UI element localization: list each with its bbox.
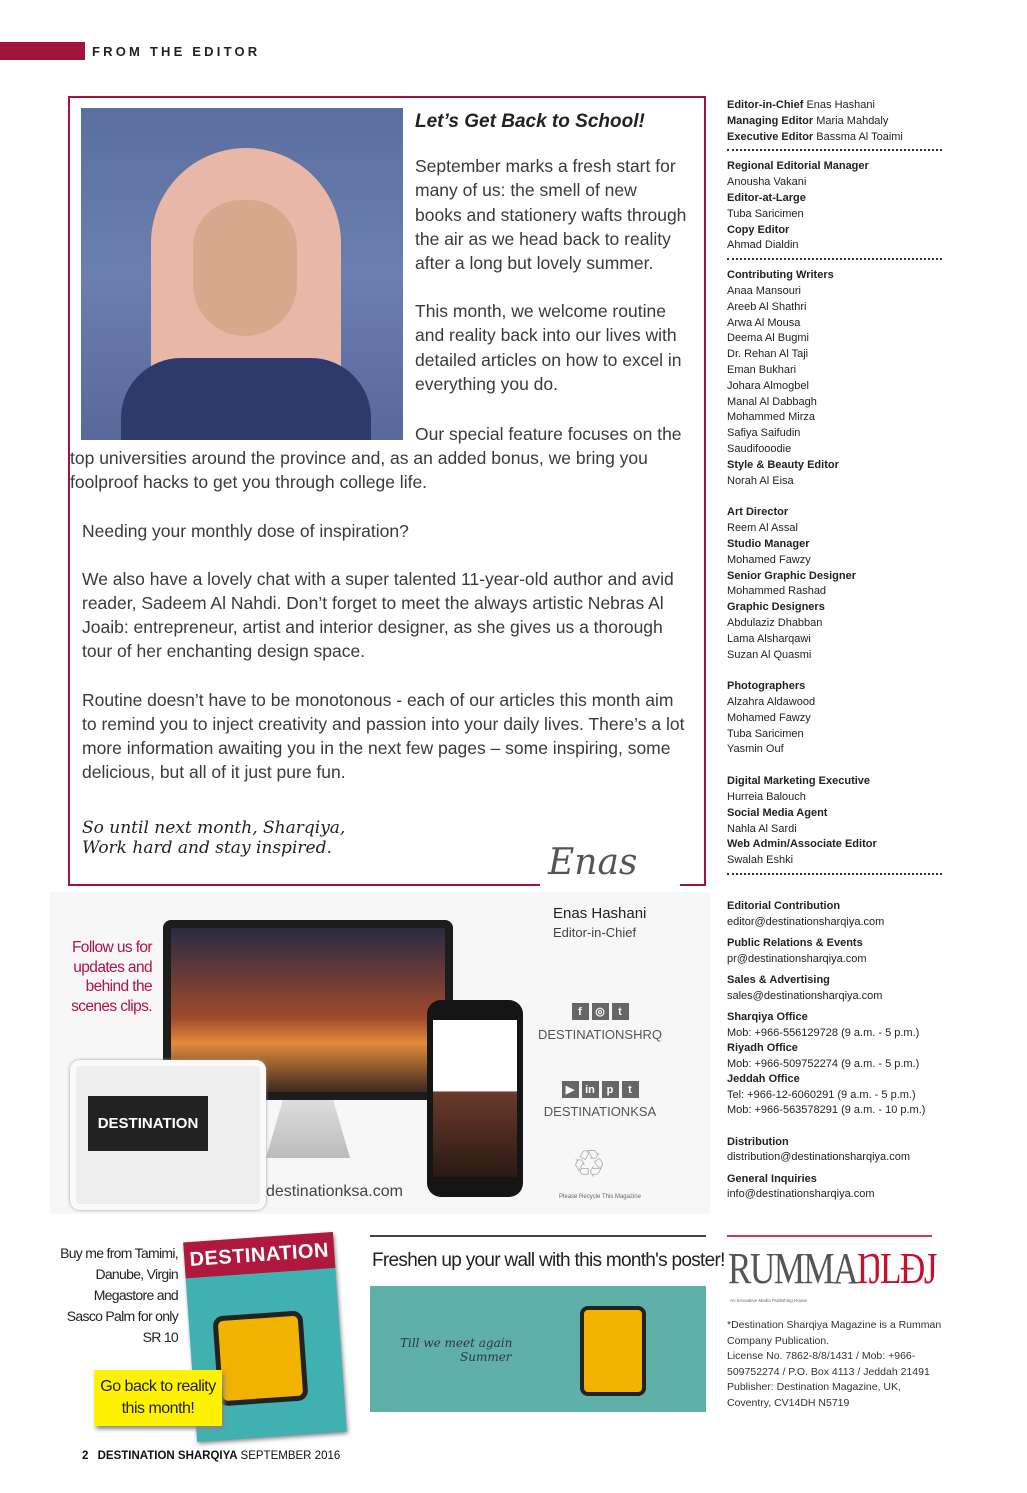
social-handle-ksa: DESTINATIONKSA: [543, 1104, 657, 1119]
contact-block: [727, 936, 942, 967]
role-title: Executive Editor: [727, 130, 814, 143]
spacer: [727, 758, 942, 774]
role-names: Ahmad Dialdin: [727, 239, 799, 252]
contact-block: [727, 1010, 942, 1041]
role-title: Studio Manager: [727, 537, 810, 550]
section-color-bar: [0, 42, 85, 60]
contact-lines: editor@destinationsharqiya.com: [727, 915, 885, 928]
contact-title: Distribution: [727, 1135, 789, 1148]
role-title: Photographers: [727, 680, 806, 693]
divider: [727, 1235, 932, 1237]
role-title: Contributing Writers: [727, 269, 834, 282]
role-title: Copy Editor: [727, 223, 790, 236]
contact-block: [727, 899, 942, 930]
contact-title: Sharqiya Office: [727, 1011, 808, 1023]
contact-lines: Tel: +966-12-6060291 (9 a.m. - 5 p.m.) Mob: +966-563578291 (9 a.m. - 10 p.m.): [727, 1088, 926, 1116]
closing-note: [82, 818, 345, 858]
contact-lines: pr@destinationsharqiya.com: [727, 952, 867, 965]
logo-tagline: An Innovative Media Publishing House: [730, 1298, 808, 1303]
contact-lines: Mob: +966-556129728 (9 a.m. - 5 p.m.): [727, 1026, 920, 1039]
masthead-row: [727, 98, 942, 114]
role-names: Alzahra Aldawood Mohamed Fawzy Tuba Saricimen Yasmin Ouf: [727, 696, 816, 756]
editor-photo: [81, 108, 403, 440]
recycle-text: Please Recycle This Magazine: [559, 1194, 641, 1200]
poster-title: Freshen up your wall with this month's poster!: [372, 1250, 725, 1271]
role-names: Anousha Vakani: [727, 176, 807, 189]
contact-block: [727, 1172, 942, 1203]
tablet-logo: DESTINATION: [88, 1096, 208, 1151]
role-title: Digital Marketing Executive: [727, 775, 871, 788]
role-name: Enas Hashani: [806, 99, 875, 111]
section-heading: FROM THE EDITOR: [92, 44, 261, 59]
publisher-info: [727, 1318, 942, 1411]
contact-title: General Inquiries: [727, 1172, 817, 1185]
letter-paragraph: We also have a lovely chat with a super talented 11-year-old author and avid reader, Sadeem Al Nahdi. Don’t forget to meet the always artistic Nebras Al Joaib: entrepreneur, artist and interior designer, as she gives us a thorough tour of her enchanting design space.: [82, 568, 674, 662]
poster-image: [370, 1286, 706, 1412]
role-name: Bassma Al Toaimi: [816, 130, 903, 143]
role-names: Abdulaziz Dhabban Lama Alsharqawi Suzan Al Quasmi: [727, 616, 823, 661]
role-title: Regional Editorial Manager: [727, 160, 869, 173]
role-names: Reem Al Assal: [727, 522, 798, 535]
magazine-name: DESTINATION SHARQIYA: [97, 1450, 238, 1462]
poster-script: Summer: [460, 1350, 512, 1364]
role-names: Swalah Eshki: [727, 854, 794, 867]
role-title: Editor-at-Large: [727, 191, 806, 204]
publisher-address: Publisher: Destination Magazine, UK, Coventry, CV14DH N5719: [727, 1381, 901, 1409]
contact-title: Public Relations & Events: [727, 937, 863, 949]
linkedin-icon[interactable]: in: [582, 1081, 599, 1098]
contact-lines: distribution@destinationsharqiya.com: [727, 1151, 910, 1163]
role-name: Maria Mahdaly: [816, 114, 889, 127]
cover-title: DESTINATION: [183, 1232, 335, 1278]
closing-line: Work hard and stay inspired.: [82, 838, 332, 858]
tablet-image: [70, 1060, 266, 1210]
closing-line: So until next month, Sharqiya,: [82, 818, 346, 838]
contact-title: Riyadh Office: [727, 1042, 798, 1054]
letter-paragraph: September marks a fresh start for many of us: the smell of new books and stationery wafts through the air as we head back to reality after a long but lovely summer.: [415, 156, 687, 274]
letter-title: Let’s Get Back to School!: [415, 111, 645, 132]
dotted-divider: [727, 254, 942, 260]
letter-paragraph: Our special feature focuses on the top universities around the province and, as an added bonus, we bring you foolproof hacks to get you through college life.: [70, 424, 682, 493]
signature: Enas: [548, 842, 638, 883]
role-title: Graphic Designers: [727, 601, 825, 614]
letter-paragraph: Needing your monthly dose of inspiration?: [82, 520, 409, 541]
role-title: Social Media Agent: [727, 806, 828, 819]
follow-us-text: Follow us for updates and behind the scenes clips.: [71, 939, 152, 1015]
editor-letter-box: [68, 96, 706, 886]
publisher-note: *Destination Sharqiya Magazine is a Rumman Company Publication.: [727, 1319, 942, 1347]
role-names: Nahla Al Sardi: [727, 822, 797, 835]
contact-title: Sales & Advertising: [727, 974, 830, 986]
phone-image: [427, 1000, 523, 1197]
rumman-logo: RUMMAŊLĐJ: [728, 1244, 936, 1293]
dotted-divider: [727, 145, 942, 151]
role-names: Tuba Saricimen: [727, 207, 804, 220]
youtube-icon[interactable]: ▶: [562, 1081, 579, 1098]
social-handle-shrq: DESTINATIONSHRQ: [538, 1027, 662, 1042]
letter-paragraph: This month, we welcome routine and reality back into our lives with detailed articles on how to excel in everything you do.: [415, 301, 682, 394]
license-info: License No. 7862-8/8/1431 / Mob: +966-509752274 / P.O. Box 4113 / Jeddah 21491: [727, 1350, 930, 1378]
contact-title: Jeddah Office: [727, 1073, 800, 1085]
tumblr-icon[interactable]: t: [622, 1081, 639, 1098]
masthead-row: [727, 130, 942, 146]
buy-text: Buy me from Tamimi, Danube, Virgin Megastore and Sasco Palm for only SR 10: [60, 1245, 178, 1345]
contact-lines: info@destinationsharqiya.com: [727, 1188, 875, 1200]
role-names: Hurreia Balouch: [727, 791, 806, 804]
role-names: Mohamed Fawzy: [727, 553, 811, 566]
pinterest-icon[interactable]: p: [602, 1081, 619, 1098]
role-names: Mohammed Rashad: [727, 585, 827, 598]
role-names: Norah Al Eisa: [727, 474, 794, 487]
role-names: Anaa Mansouri Areeb Al Shathri Arwa Al Mousa Deema Al Bugmi Dr. Rehan Al Taji Eman Bukhari Johara Almogbel Manal Al Dabbagh Mohammed Mirza Safiya Saifudin Saudifooodie: [727, 284, 817, 455]
spacer: [727, 663, 942, 679]
page-number: 2: [82, 1450, 89, 1462]
contact-title: Editorial Contribution: [727, 900, 841, 912]
instagram-icon[interactable]: ◎: [592, 1003, 609, 1020]
divider: [370, 1235, 706, 1237]
contact-block: [727, 1041, 942, 1072]
role-title: Style & Beauty Editor: [727, 458, 839, 471]
contacts: [727, 899, 942, 1209]
signer-role: Editor-in-Chief: [553, 925, 637, 940]
contact-block: [727, 1135, 942, 1166]
bus-illustration: [580, 1306, 646, 1396]
go-back-callout: Go back to reality this month!: [94, 1370, 222, 1426]
role-title: Managing Editor: [727, 114, 814, 127]
contact-lines: sales@destinationsharqiya.com: [727, 989, 883, 1002]
twitter-icon[interactable]: t: [612, 1003, 629, 1020]
poster-script: Till we meet again: [400, 1336, 513, 1350]
role-title: Web Admin/Associate Editor: [727, 838, 877, 851]
spacer: [727, 489, 942, 505]
role-title: Senior Graphic Designer: [727, 569, 856, 582]
role-title: Art Director: [727, 506, 789, 519]
facebook-icon[interactable]: f: [572, 1003, 589, 1020]
signer-name: Enas Hashani: [553, 905, 647, 922]
contact-lines: Mob: +966-509752274 (9 a.m. - 5 p.m.): [727, 1057, 920, 1070]
masthead-row: [727, 114, 942, 130]
role-title: Editor-in-Chief: [727, 99, 804, 111]
recycle-icon: ♲: [572, 1144, 607, 1186]
contact-block: [727, 1072, 942, 1119]
masthead: [727, 98, 942, 883]
letter-paragraph: Routine doesn’t have to be monotonous - each of our articles this month aim to remind you to inject creativity and passion into your daily lives. There’s a lot more information awaiting you in the next few pages – some inspiring, some delicious, but all of it just pure fun.: [82, 689, 685, 783]
social-icons-ksa: [540, 1081, 660, 1098]
issue-date: SEPTEMBER 2016: [240, 1450, 341, 1462]
website-link[interactable]: destinationksa.com: [266, 1183, 403, 1200]
page-footer: [82, 1450, 340, 1462]
social-icons-shrq: [540, 1003, 660, 1020]
dotted-divider: [727, 869, 942, 875]
contact-block: [727, 973, 942, 1004]
